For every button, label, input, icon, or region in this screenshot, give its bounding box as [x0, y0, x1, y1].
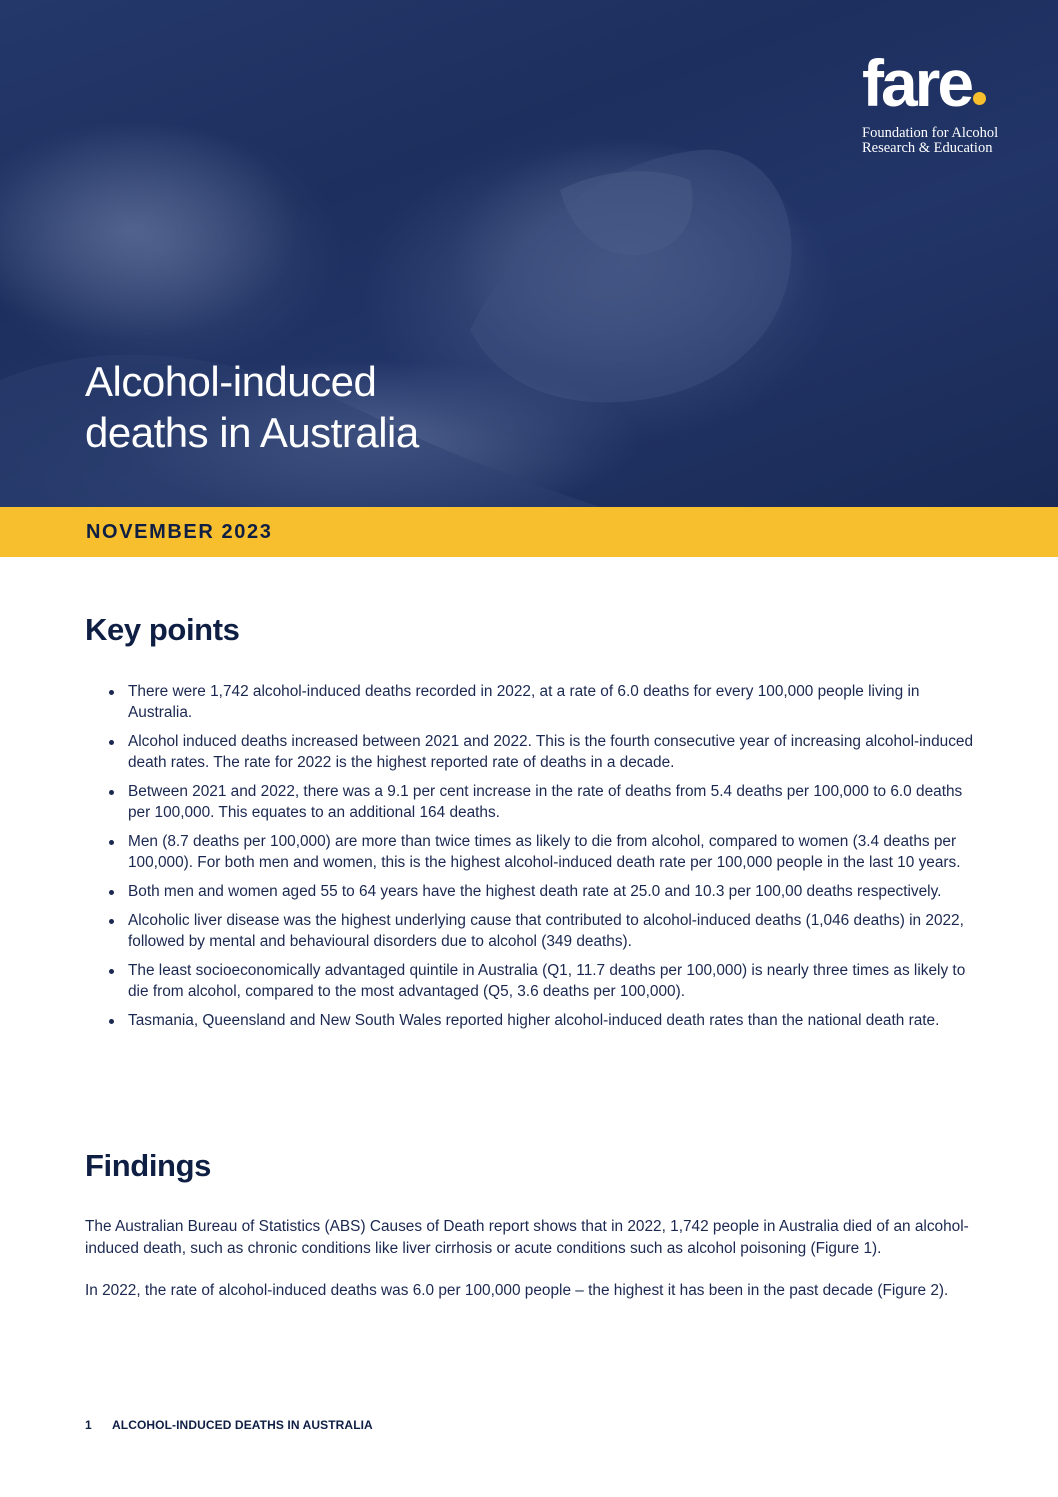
title-line-1: Alcohol-induced	[85, 358, 377, 405]
hero-banner	[0, 0, 1058, 507]
key-points-heading: Key points	[85, 612, 240, 647]
findings-paragraph-1: The Australian Bureau of Statistics (ABS) Causes of Death report shows that in 2022, 1,742 people in Australia died of an alcohol-induced death, such as chronic conditions like liver cirrhosis or acute conditions such as alcohol poisoning (Figure 1).	[85, 1218, 969, 1257]
list-item: The least socioeconomically advantaged quintile in Australia (Q1, 11.7 deaths per 100,000) is nearly three times as likely to die from alcohol, compared to the most advantaged (Q5, 3.6 deaths per 100,000).	[109, 960, 979, 1002]
title-line-2: deaths in Australia	[85, 409, 419, 456]
bullet-icon	[109, 1019, 114, 1024]
bullet-icon	[109, 890, 114, 895]
list-item: Men (8.7 deaths per 100,000) are more than twice times as likely to die from alcohol, compared to women (3.4 deaths per 100,000). For both men and women, this is the highest alcohol-induced death rate per 100,000 people in the last 10 years.	[109, 831, 979, 873]
list-item: Alcohol induced deaths increased between 2021 and 2022. This is the fourth consecutive year of increasing alcohol-induced death rates. The rate for 2022 is the highest reported rate of deaths in a decade.	[109, 731, 979, 773]
bullet-icon	[109, 790, 114, 795]
findings-paragraph-2: In 2022, the rate of alcohol-induced deaths was 6.0 per 100,000 people – the highest it has been in the past decade (Figure 2).	[85, 1282, 949, 1299]
bullet-icon	[109, 969, 114, 974]
bullet-icon	[109, 690, 114, 695]
logo-subtitle-line-1: Foundation for Alcohol	[862, 125, 999, 141]
list-item: Both men and women aged 55 to 64 years have the highest death rate at 25.0 and 10.3 per 100,00 deaths respectively.	[109, 881, 979, 902]
list-item: Between 2021 and 2022, there was a 9.1 per cent increase in the rate of deaths from 5.4 deaths per 100,000 to 6.0 deaths per 100,000. This equates to an additional 164 deaths.	[109, 781, 979, 823]
list-item: Tasmania, Queensland and New South Wales reported higher alcohol-induced death rates than the national death rate.	[109, 1010, 979, 1031]
page-number: 1	[85, 1418, 92, 1432]
logo-dot-icon	[973, 92, 986, 105]
page-footer	[85, 1418, 373, 1432]
logo-wordmark: fare	[862, 50, 1022, 116]
bullet-icon	[109, 919, 114, 924]
key-points-list	[109, 681, 979, 1039]
date-band	[0, 507, 1058, 557]
running-title: ALCOHOL-INDUCED DEATHS IN AUSTRALIA	[112, 1418, 373, 1432]
fare-logo	[862, 46, 1022, 156]
logo-subtitle-line-2: Research & Education	[862, 140, 993, 156]
bullet-icon	[109, 840, 114, 845]
findings-heading: Findings	[85, 1148, 211, 1183]
list-item: There were 1,742 alcohol-induced deaths recorded in 2022, at a rate of 6.0 deaths for every 100,000 people living in Australia.	[109, 681, 979, 723]
publication-date: NOVEMBER 2023	[86, 521, 273, 543]
bullet-icon	[109, 740, 114, 745]
list-item: Alcoholic liver disease was the highest underlying cause that contributed to alcohol-induced deaths (1,046 deaths) in 2022, followed by mental and behavioural disorders due to alcohol (349 deaths).	[109, 910, 979, 952]
document-title	[85, 356, 605, 458]
logo-subtitle	[862, 126, 1022, 156]
